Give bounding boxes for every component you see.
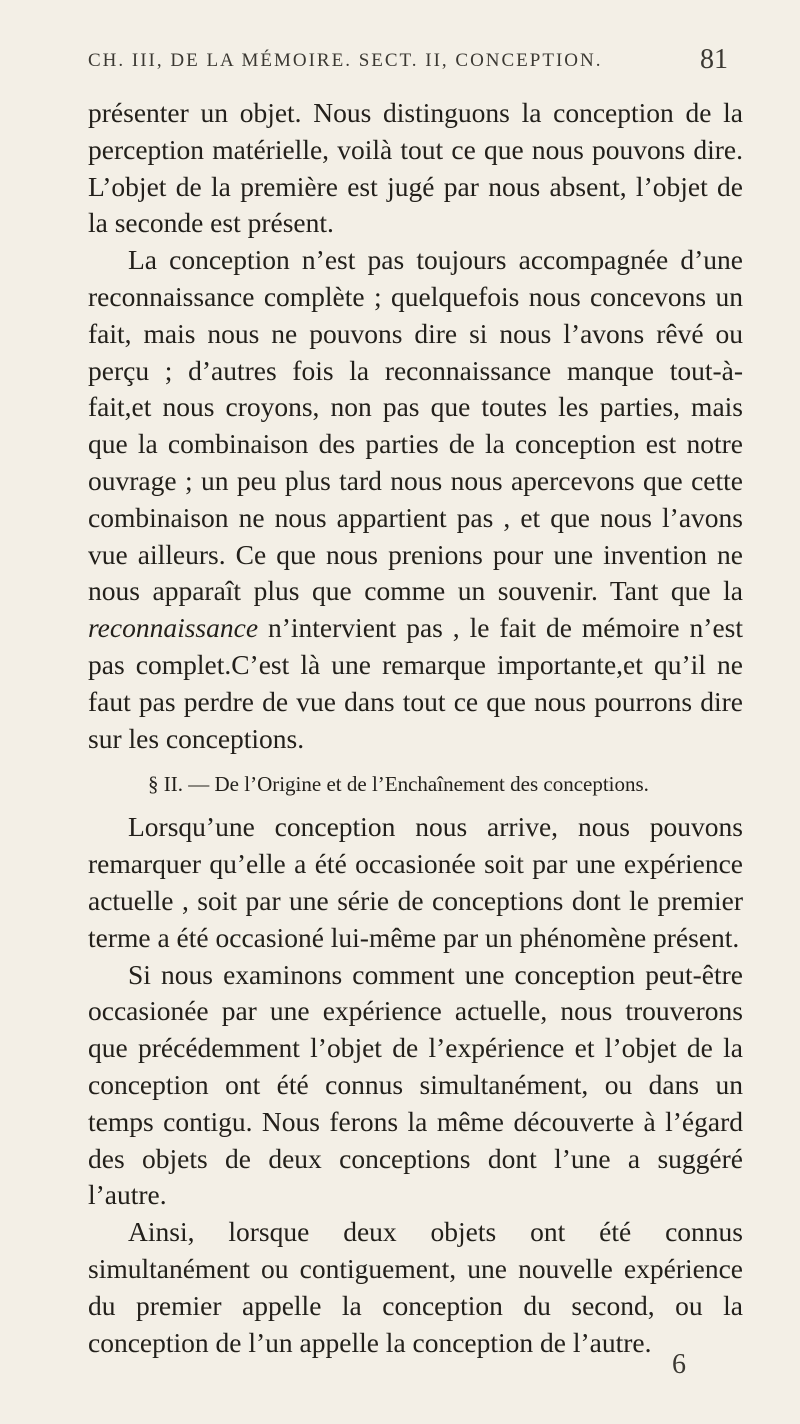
section-number: § II.	[148, 772, 183, 797]
running-title: CH. III, DE LA MÉMOIRE. SECT. II, CONCEPTION.	[88, 50, 603, 71]
section-heading	[88, 769, 743, 799]
paragraph-2	[88, 242, 743, 757]
paragraph-3: Lorsqu’une conception nous arrive, nous pouvons remarquer qu’elle a été occasionée soit par une expérience actuelle , soit par une série de conceptions dont le premier terme a été occasioné lui-même par un phénomène présent.	[88, 811, 743, 953]
emphasis-reconnaissance: reconnaissance	[88, 612, 259, 644]
body-text	[88, 95, 743, 1361]
paragraph-2-end: n’intervient pas , le fait de mémoire n’est pas complet.C’est là une remarque importante,et qu’il ne faut pas perdre de vue dans tout ce que nous pourrons dire sur les conceptions.	[88, 612, 743, 754]
paragraph-2-start: La conception n’est pas toujours accompagnée d’une reconnaissance complète ; quelquefois nous concevons un fait, mais nous ne pouvons dire si nous l’avons rêvé ou perçu ; d’autres fois la reconnaissance manque tout-à-fait,et nous croyons, non pas que toutes les parties, mais que la combinaison des parties de la conception est notre ouvrage ; un peu plus tard nous nous apercevons que cette combinaison ne nous appartient pas , et que nous l’avons vue ailleurs. Ce que nous prenions pour une invention ne nous apparaît plus que comme un souvenir. Tant que la	[88, 244, 743, 607]
signature-mark: 6	[672, 1349, 686, 1380]
paragraph-1: présenter un objet. Nous distinguons la conception de la perception matérielle, voilà tout ce que nous pouvons dire. L’objet de la première est jugé par nous absent, l’objet de la seconde est présent.	[88, 97, 743, 239]
paragraph-4: Si nous examinons comment une conception peut-être occasionée par une expérience actuelle, nous trouverons que précédemment l’objet de l’expérience et l’objet de la conception ont été connus simultanément, ou dans un temps contigu. Nous ferons la même découverte à l’égard des objets de deux conceptions dont l’une a suggéré l’autre.	[88, 958, 743, 1211]
page-number: 81	[700, 44, 728, 75]
section-title: — De l’Origine et de l’Enchaînement des conceptions.	[183, 772, 649, 797]
paragraph-5: Ainsi, lorsque deux objets ont été connus simultanément ou contiguement, une nouvelle expérience du premier appelle la conception du second, ou la conception de l’un appelle la conception de l’autre.	[88, 1216, 743, 1358]
running-header	[88, 44, 728, 75]
